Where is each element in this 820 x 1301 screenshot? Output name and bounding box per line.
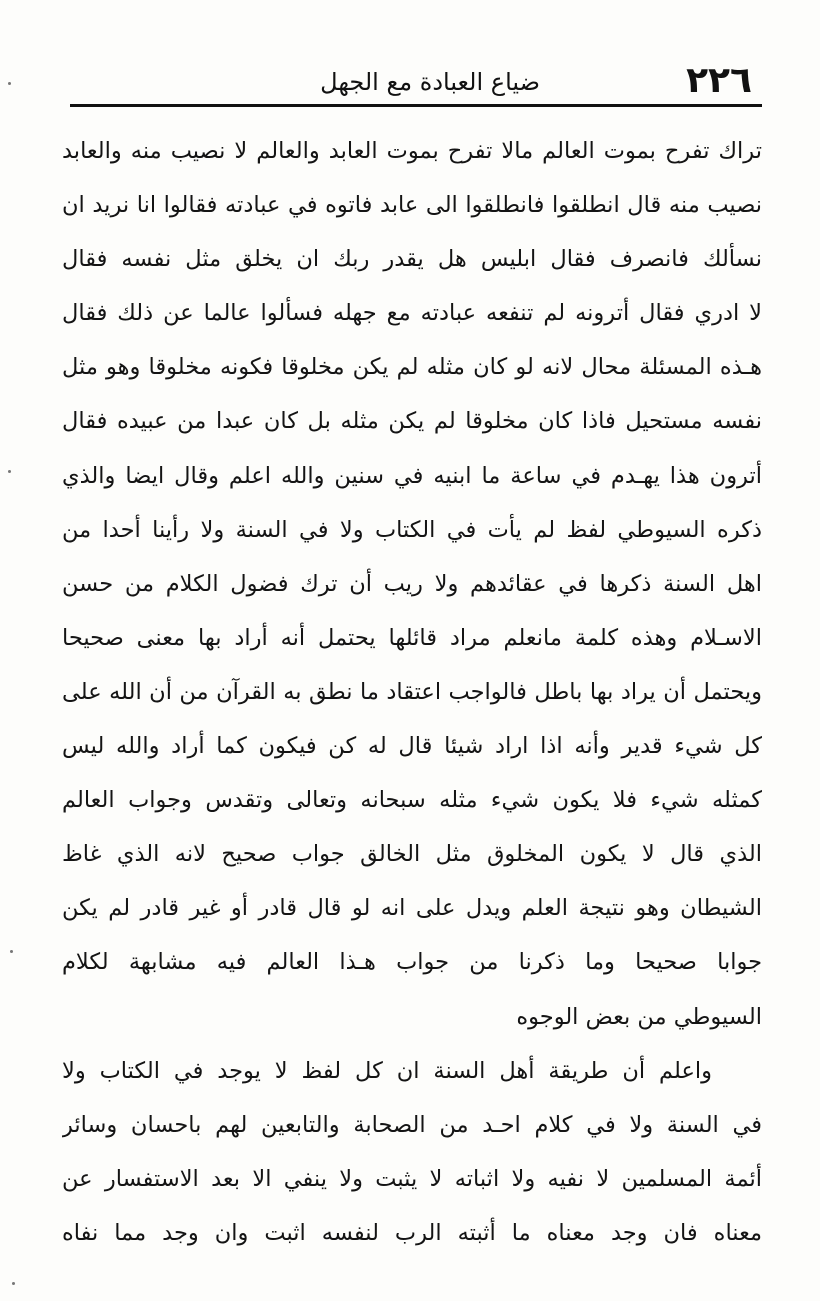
scan-speck	[8, 82, 11, 85]
text-line: اهل السنة ذكرها في عقائدهم ولا ريب أن ترك فضول الكلام من حسن	[62, 570, 762, 597]
text-line: ويحتمل أن يراد بها باطل فالواجب اعتقاد ما نطق به القرآن من أن الله على	[62, 678, 762, 705]
text-line: ذكره السيوطي لفظ لم يأت في الكتاب ولا في السنة ولا رأينا أحدا من	[62, 516, 762, 543]
scan-speck	[10, 950, 13, 953]
text-line: السيوطي من بعض الوجوه	[516, 1003, 762, 1030]
text-line: في السنة ولا في كلام احـد من الصحابة والتابعين لهم باحسان وسائر	[62, 1111, 762, 1138]
text-line: نصيب منه قال انطلقوا فانطلقوا الى عابد فاتوه في عبادته فقالوا انا نريد ان	[62, 192, 762, 219]
text-line: الاسـلام وهذه كلمة مانعلم مراد قائلها يحتمل أنه أراد بها معنى صحيحا	[62, 624, 762, 651]
text-line: معناه فان وجد معناه ما أثبته الرب لنفسه اثبت وان وجد مما نفاه	[62, 1219, 762, 1246]
page-number: ٢٢٦	[686, 60, 752, 101]
scan-speck	[12, 1282, 15, 1285]
header-rule	[70, 104, 762, 107]
page-header	[70, 60, 760, 102]
text-line: هـذه المسئلة محال لانه لو كان مثله لم يكن مخلوقا فكونه مخلوقا وهو مثل	[62, 354, 762, 381]
text-line: الذي قال لا يكون المخلوق مثل الخالق جواب صحيح لانه الذي غاظ	[62, 841, 762, 868]
text-line: نسألك فانصرف فقال ابليس هل يقدر ربك ان يخلق مثل نفسه فقال	[62, 246, 762, 273]
text-line: كمثله شيء فلا يكون شيء مثله سبحانه وتعالى وتقدس وجواب العالم	[62, 787, 762, 814]
text-line: نفسه مستحيل فاذا كان مخلوقا لم يكن مثله بل كان عبدا من عبيده فقال	[62, 408, 762, 435]
text-line: أترون هذا يهـدم في ساعة ما ابنيه في سنين والله اعلم وقال ايضا والذي	[62, 462, 762, 489]
text-line: الشيطان وهو نتيجة العلم ويدل على انه لو قال قادر أو غير قادر لم يكن	[62, 895, 762, 922]
paragraph-start-line: واعلم أن طريقة أهل السنة ان كل لفظ لا يوجد في الكتاب ولا	[62, 1057, 712, 1084]
text-line: كل شيء قدير وأنه اذا اراد شيئا قال له كن فيكون كما أراد والله ليس	[62, 733, 762, 760]
text-line: أئمة المسلمين لا نفيه ولا اثباته لا يثبت ولا ينفي الا بعد الاستفسار عن	[62, 1165, 762, 1192]
text-line: لا ادري فقال أترونه لم تنفعه عبادته مع جهله فسألوا عالما عن ذلك فقال	[62, 300, 762, 327]
text-line: جوابا صحيحا وما ذكرنا من جواب هـذا العالم فيه مشابهة لكلام	[62, 949, 762, 976]
text-line: تراك تفرح بموت العالم مالا تفرح بموت العابد والعالم لا نصيب منه والعابد	[62, 138, 762, 164]
body-text	[62, 124, 762, 1260]
running-title: ضياع العبادة مع الجهل	[320, 68, 540, 96]
scan-speck	[8, 470, 11, 473]
